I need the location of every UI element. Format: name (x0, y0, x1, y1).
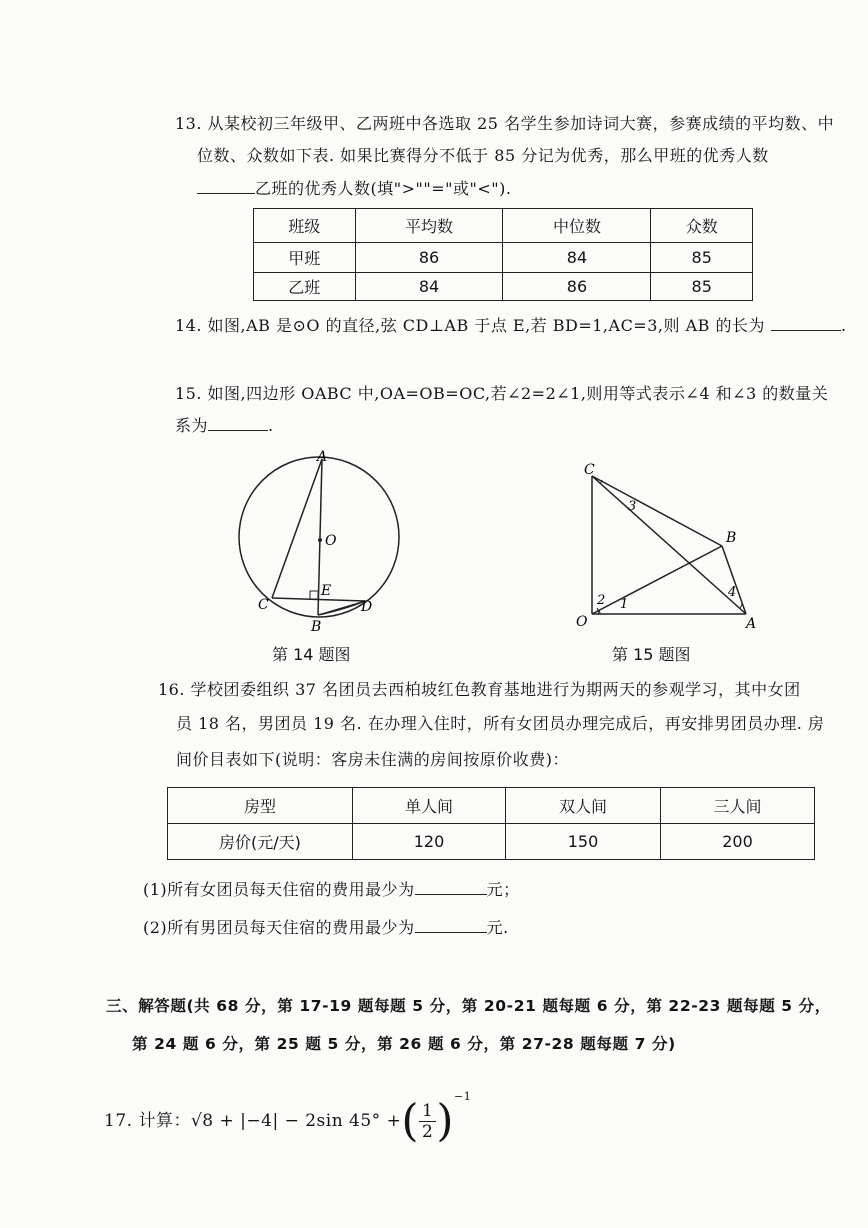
angle-label-4: 4 (728, 585, 737, 600)
q16-line3: 间价目表如下(说明：客房未住满的房间按原价收费)： (176, 750, 569, 769)
table-cell: 甲班 (254, 243, 356, 273)
q16-sub1 (143, 876, 520, 904)
q16-sub1-text: (1)所有女团员每天住宿的费用最少为 (143, 880, 415, 899)
table-header: 平均数 (355, 209, 503, 243)
table-cell: 乙班 (254, 273, 356, 301)
table-cell: 120 (353, 824, 506, 860)
q16-line2: 员 18 名，男团员 19 名. 在办理入住时，所有女团员办理完成后，再安排男团员办理. 房 (176, 714, 825, 733)
answer-blank[interactable] (415, 918, 487, 933)
q16-sub2-text: (2)所有男团员每天住宿的费用最少为 (143, 918, 415, 937)
section-3-heading-line1: 三、解答题(共 68 分，第 17-19 题每题 5 分，第 20-21 题每题 6 分，第 22-23 题每题 5 分， (106, 997, 831, 1015)
table-cell: 85 (651, 243, 753, 273)
table-cell: 84 (503, 243, 651, 273)
point-label-b: B (311, 619, 322, 635)
q14-text (175, 312, 847, 340)
answer-blank[interactable] (415, 880, 487, 895)
fraction-denominator: 2 (422, 1122, 434, 1142)
answer-blank[interactable] (771, 316, 841, 331)
q15-line1: 15. 如图,四边形 OABC 中,OA=OB=OC,若∠2=2∠1,则用等式表示∠4 和∠3 的数量关 (175, 384, 829, 403)
answer-blank[interactable] (197, 179, 255, 194)
fraction-numerator: 1 (419, 1101, 436, 1122)
table-cell: 150 (506, 824, 661, 860)
q16-sub2-unit: 元. (486, 918, 509, 937)
figure-14-caption: 第 14 题图 (272, 645, 351, 664)
table-header: 三人间 (661, 788, 815, 824)
q16-sub2 (143, 914, 509, 942)
point-label-c: C (584, 462, 595, 478)
q14-stem: 14. 如图,AB 是⊙O 的直径,弦 CD⊥AB 于点 E,若 BD=1,AC=3,则 AB 的长为 (175, 316, 765, 335)
figure-14-circle-diagram (225, 445, 415, 635)
q17-expr: √8 + |−4| − 2sin 45° + (190, 1111, 402, 1131)
figure-15-caption: 第 15 题图 (612, 645, 691, 664)
table-cell: 86 (355, 243, 503, 273)
table-header: 众数 (651, 209, 753, 243)
table-header: 双人间 (506, 788, 661, 824)
section-3-heading-line2: 第 24 题 6 分，第 25 题 5 分，第 26 题 6 分，第 27-28 题每题 7 分) (132, 1035, 676, 1053)
q13-line3-text: 乙班的优秀人数(填">""="或"<"). (255, 179, 512, 198)
table-header: 房型 (168, 788, 353, 824)
q15-line2 (175, 412, 274, 440)
point-label-e: E (321, 583, 332, 599)
point-label-b: B (726, 530, 737, 546)
table-header: 班级 (254, 209, 356, 243)
angle-label-2: 2 (597, 593, 606, 608)
point-label-c: C (258, 597, 269, 613)
exponent: −1 (454, 1090, 472, 1103)
q13-table (253, 208, 753, 301)
table-cell: 84 (355, 273, 503, 301)
q17-expression (104, 1072, 471, 1146)
q14-end: . (840, 316, 847, 335)
figure-15-quadrilateral-diagram (570, 458, 770, 633)
table-cell: 200 (661, 824, 815, 860)
q16-sub1-unit: 元； (486, 880, 520, 899)
angle-label-3: 3 (628, 499, 637, 514)
table-cell: 房价(元/天) (168, 824, 353, 860)
left-paren: ( (401, 1095, 420, 1147)
table-header: 中位数 (503, 209, 651, 243)
angle-label-1: 1 (620, 597, 629, 612)
q16-price-table (167, 787, 815, 860)
q15-line2-start: 系为 (175, 416, 209, 435)
q13-line2: 位数、众数如下表. 如果比赛得分不低于 85 分记为优秀，那么甲班的优秀人数 (197, 146, 769, 165)
q15-line2-end: . (268, 416, 274, 435)
table-cell: 85 (651, 273, 753, 301)
point-label-o: O (325, 533, 337, 549)
fraction (419, 1101, 436, 1142)
q17-prefix: 17. 计算： (104, 1111, 191, 1131)
answer-blank[interactable] (208, 416, 268, 431)
right-paren: ) (436, 1095, 455, 1147)
q13-line1: 13. 从某校初三年级甲、乙两班中各选取 25 名学生参加诗词大赛，参赛成绩的平均数、中 (175, 114, 835, 133)
point-label-a: A (317, 449, 328, 465)
table-cell: 86 (503, 273, 651, 301)
q13-line3 (197, 175, 511, 203)
point-label-a: A (746, 616, 757, 632)
point-label-d: D (361, 599, 373, 615)
point-label-o: O (576, 614, 588, 630)
q16-line1: 16. 学校团委组织 37 名团员去西柏坡红色教育基地进行为期两天的参观学习，其中女团 (158, 680, 801, 699)
table-header: 单人间 (353, 788, 506, 824)
